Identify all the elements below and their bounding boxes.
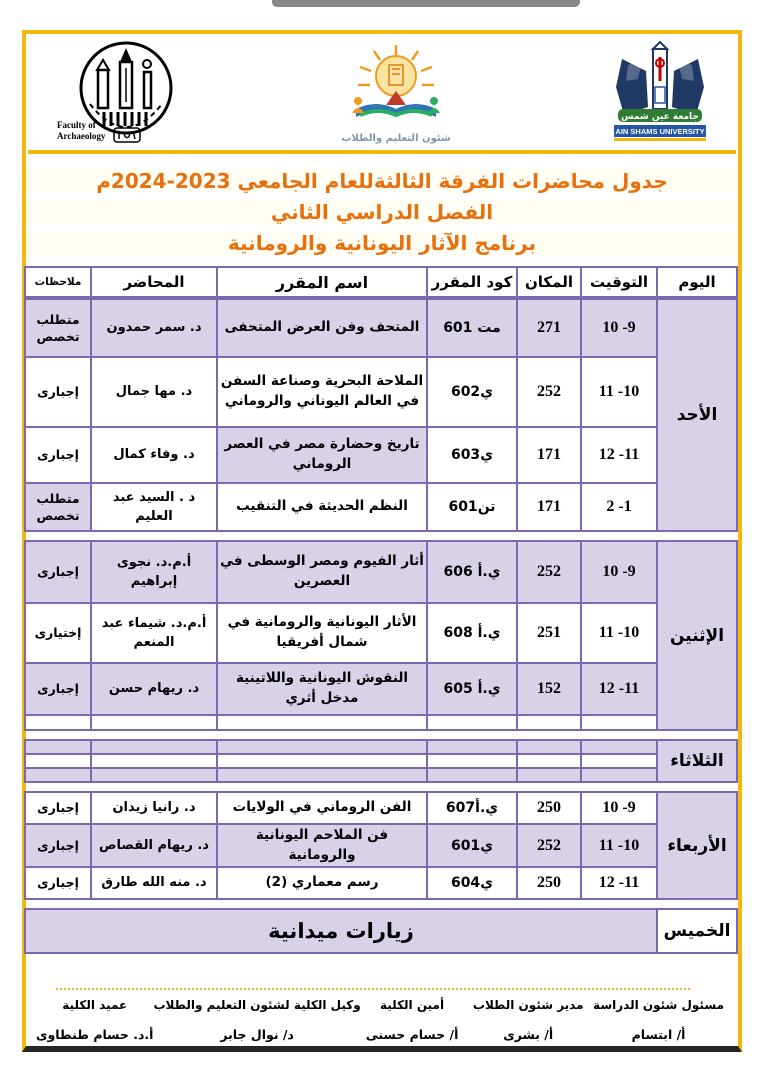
empty-cell bbox=[25, 768, 91, 782]
code-cell: ي.أ 608 bbox=[427, 603, 517, 663]
empty-cell bbox=[91, 768, 217, 782]
time-cell: 11 -10 bbox=[581, 824, 657, 867]
signatory-name: د/ نوال جابر bbox=[220, 1027, 294, 1042]
title-academic-year: جدول محاضرات الفرقة الثالثةللعام الجامعي 2023-2024م bbox=[26, 169, 738, 193]
time-cell: 11 -10 bbox=[581, 357, 657, 427]
course-cell: رسم معماري (2) bbox=[217, 867, 427, 899]
place-cell: 152 bbox=[517, 663, 581, 715]
time-cell: 10 -9 bbox=[581, 541, 657, 603]
day-block bbox=[24, 739, 738, 783]
university-arabic-text: جامعة عين شمس bbox=[621, 112, 699, 122]
title-semester: الفصل الدراسي الثاني bbox=[26, 200, 738, 224]
empty-cell bbox=[517, 715, 581, 730]
empty-cell bbox=[427, 740, 517, 754]
empty-cell bbox=[517, 754, 581, 768]
table-row bbox=[25, 541, 737, 603]
place-cell: 171 bbox=[517, 483, 581, 531]
schedule-table bbox=[26, 266, 738, 954]
window-fragment bbox=[272, 0, 580, 7]
logos-band bbox=[26, 34, 738, 148]
signatory-name: أ/ ابتسام bbox=[631, 1027, 686, 1042]
table-row bbox=[25, 357, 737, 427]
course-cell: فن الملاحم اليونانية والرومانية bbox=[217, 824, 427, 867]
signatory-role: مدير شئون الطلاب bbox=[472, 998, 584, 1012]
time-cell: 11 -10 bbox=[581, 603, 657, 663]
table-row bbox=[25, 427, 737, 483]
title-program: برنامج الآثار اليونانية والرومانية bbox=[26, 231, 738, 255]
students-affairs-caption: شئون التعليم والطلاب bbox=[341, 132, 451, 144]
place-cell: 252 bbox=[517, 357, 581, 427]
table-row bbox=[25, 740, 737, 754]
code-cell: تن601 bbox=[427, 483, 517, 531]
notes-cell: إجبارى bbox=[25, 792, 91, 824]
notes-cell: متطلب تخصص bbox=[25, 483, 91, 531]
lecturer-cell: د. وفاء كمال bbox=[91, 427, 217, 483]
lecturer-cell: د. ريهام حسن bbox=[91, 663, 217, 715]
column-header: اسم المقرر bbox=[217, 267, 427, 297]
schedule-header-row bbox=[24, 266, 738, 298]
faculty-caption-line1: Faculty of bbox=[57, 120, 96, 130]
empty-cell bbox=[581, 754, 657, 768]
column-header: اليوم bbox=[657, 267, 737, 297]
empty-cell bbox=[217, 740, 427, 754]
signatory-name: أ.د. حسام طنطاوى bbox=[36, 1027, 154, 1042]
signatory bbox=[463, 998, 593, 1042]
day-block bbox=[24, 908, 738, 954]
place-cell: 171 bbox=[517, 427, 581, 483]
table-row bbox=[25, 867, 737, 899]
notes-cell: إجبارى bbox=[25, 824, 91, 867]
empty-cell bbox=[217, 715, 427, 730]
notes-cell: إجبارى bbox=[25, 663, 91, 715]
empty-cell bbox=[517, 740, 581, 754]
signatory bbox=[593, 998, 724, 1042]
time-cell: 2 -1 bbox=[581, 483, 657, 531]
notes-cell: إجبارى bbox=[25, 357, 91, 427]
students-affairs-logo bbox=[341, 43, 450, 144]
time-cell: 10 -9 bbox=[581, 792, 657, 824]
empty-cell bbox=[217, 754, 427, 768]
code-cell: ي.أ 606 bbox=[427, 541, 517, 603]
course-cell: الفن الروماني في الولايات bbox=[217, 792, 427, 824]
empty-cell bbox=[581, 768, 657, 782]
place-cell: 252 bbox=[517, 541, 581, 603]
notes-cell: إجبارى bbox=[25, 541, 91, 603]
course-cell: النقوش اليونانية واللاتينية مدخل أثري bbox=[217, 663, 427, 715]
code-cell: ي.أ607 bbox=[427, 792, 517, 824]
empty-cell bbox=[91, 740, 217, 754]
course-cell: الأثار اليونانية والرومانية في شمال أفريقيا bbox=[217, 603, 427, 663]
signatory bbox=[153, 998, 360, 1042]
sun-book-icon bbox=[344, 43, 448, 135]
course-cell: النظم الحديثة في التنقيب bbox=[217, 483, 427, 531]
time-cell: 10 -9 bbox=[581, 299, 657, 357]
course-cell: الملاحة البحرية وصناعة السفن في العالم اليوناني والروماني bbox=[217, 357, 427, 427]
signatory-name: أ/ بشرى bbox=[503, 1027, 554, 1042]
lecturer-cell: د. مها جمال bbox=[91, 357, 217, 427]
day-cell: الأحد bbox=[657, 299, 737, 531]
table-row bbox=[25, 299, 737, 357]
lecturer-cell: د. سمر حمدون bbox=[91, 299, 217, 357]
faculty-caption-line2: Archaeology bbox=[57, 131, 106, 141]
special-cell: زيارات ميدانية bbox=[25, 909, 657, 953]
empty-cell bbox=[91, 754, 217, 768]
table-row bbox=[25, 792, 737, 824]
faculty-emblem-icon bbox=[56, 40, 184, 146]
signatory-role: أمين الكلية bbox=[380, 998, 445, 1012]
signatory-role: وكيل الكلية لشئون التعليم والطلاب bbox=[153, 998, 361, 1012]
empty-cell bbox=[581, 715, 657, 730]
empty-cell bbox=[217, 768, 427, 782]
place-cell: 252 bbox=[517, 824, 581, 867]
signature-block bbox=[36, 988, 724, 1042]
table-row bbox=[25, 754, 737, 768]
code-cell: مت 601 bbox=[427, 299, 517, 357]
day-block bbox=[24, 791, 738, 900]
university-emblem-icon bbox=[608, 41, 712, 145]
code-cell: ي602 bbox=[427, 357, 517, 427]
day-cell: الخميس bbox=[657, 909, 737, 953]
lecturer-cell: أ.م.د. نجوى إبراهيم bbox=[91, 541, 217, 603]
course-cell: أثار الفيوم ومصر الوسطى في العصرين bbox=[217, 541, 427, 603]
lecturer-cell: د. ريهام القصاص bbox=[91, 824, 217, 867]
empty-cell bbox=[91, 715, 217, 730]
empty-cell bbox=[25, 715, 91, 730]
place-cell: 251 bbox=[517, 603, 581, 663]
signatory bbox=[361, 998, 464, 1042]
signatory-role: عميد الكلية bbox=[62, 998, 128, 1012]
empty-cell bbox=[427, 754, 517, 768]
table-row bbox=[25, 483, 737, 531]
day-block bbox=[24, 540, 738, 731]
table-row bbox=[25, 768, 737, 782]
lecturer-cell: د. منه الله طارق bbox=[91, 867, 217, 899]
title-block bbox=[26, 154, 738, 266]
document-frame bbox=[22, 30, 742, 1052]
signatory bbox=[36, 998, 153, 1042]
empty-cell bbox=[581, 740, 657, 754]
course-cell: المتحف وفن العرض المتحفى bbox=[217, 299, 427, 357]
notes-cell: إجبارى bbox=[25, 867, 91, 899]
table-row bbox=[25, 715, 737, 730]
code-cell: ي604 bbox=[427, 867, 517, 899]
column-header: التوقيت bbox=[581, 267, 657, 297]
empty-cell bbox=[25, 754, 91, 768]
table-row bbox=[25, 663, 737, 715]
table-row bbox=[25, 909, 737, 953]
place-cell: 250 bbox=[517, 867, 581, 899]
signature-divider bbox=[56, 988, 690, 990]
day-cell: الثلاثاء bbox=[657, 740, 737, 782]
column-header: المكان bbox=[517, 267, 581, 297]
column-header: ملاحظات bbox=[25, 267, 91, 297]
lecturer-cell: د . السيد عبد العليم bbox=[91, 483, 217, 531]
course-cell: تاريخ وحضارة مصر في العصر الروماني bbox=[217, 427, 427, 483]
column-header: المحاضر bbox=[91, 267, 217, 297]
time-cell: 12 -11 bbox=[581, 663, 657, 715]
code-cell: ي.أ 605 bbox=[427, 663, 517, 715]
lecturer-cell: د. رانيا زيدان bbox=[91, 792, 217, 824]
signatory-name: أ/ حسام حسنى bbox=[365, 1027, 459, 1042]
empty-cell bbox=[427, 715, 517, 730]
code-cell: ي601 bbox=[427, 824, 517, 867]
time-cell: 12 -11 bbox=[581, 427, 657, 483]
day-block bbox=[24, 298, 738, 532]
university-logo bbox=[608, 41, 712, 145]
table-row bbox=[25, 603, 737, 663]
table-row bbox=[25, 824, 737, 867]
signatory-role: مسئول شئون الدراسة bbox=[593, 998, 724, 1012]
place-cell: 250 bbox=[517, 792, 581, 824]
column-header: كود المقرر bbox=[427, 267, 517, 297]
place-cell: 271 bbox=[517, 299, 581, 357]
empty-cell bbox=[427, 768, 517, 782]
faculty-logo bbox=[56, 40, 184, 146]
code-cell: ي603 bbox=[427, 427, 517, 483]
lecturer-cell: أ.م.د. شيماء عبد المنعم bbox=[91, 603, 217, 663]
notes-cell: إختيارى bbox=[25, 603, 91, 663]
day-cell: الأربعاء bbox=[657, 792, 737, 899]
notes-cell: متطلب تخصص bbox=[25, 299, 91, 357]
empty-cell bbox=[517, 768, 581, 782]
time-cell: 12 -11 bbox=[581, 867, 657, 899]
empty-cell bbox=[25, 740, 91, 754]
notes-cell: إجبارى bbox=[25, 427, 91, 483]
university-banner-text: AIN SHAMS UNIVERSITY bbox=[615, 127, 705, 136]
day-cell: الإثنين bbox=[657, 541, 737, 730]
